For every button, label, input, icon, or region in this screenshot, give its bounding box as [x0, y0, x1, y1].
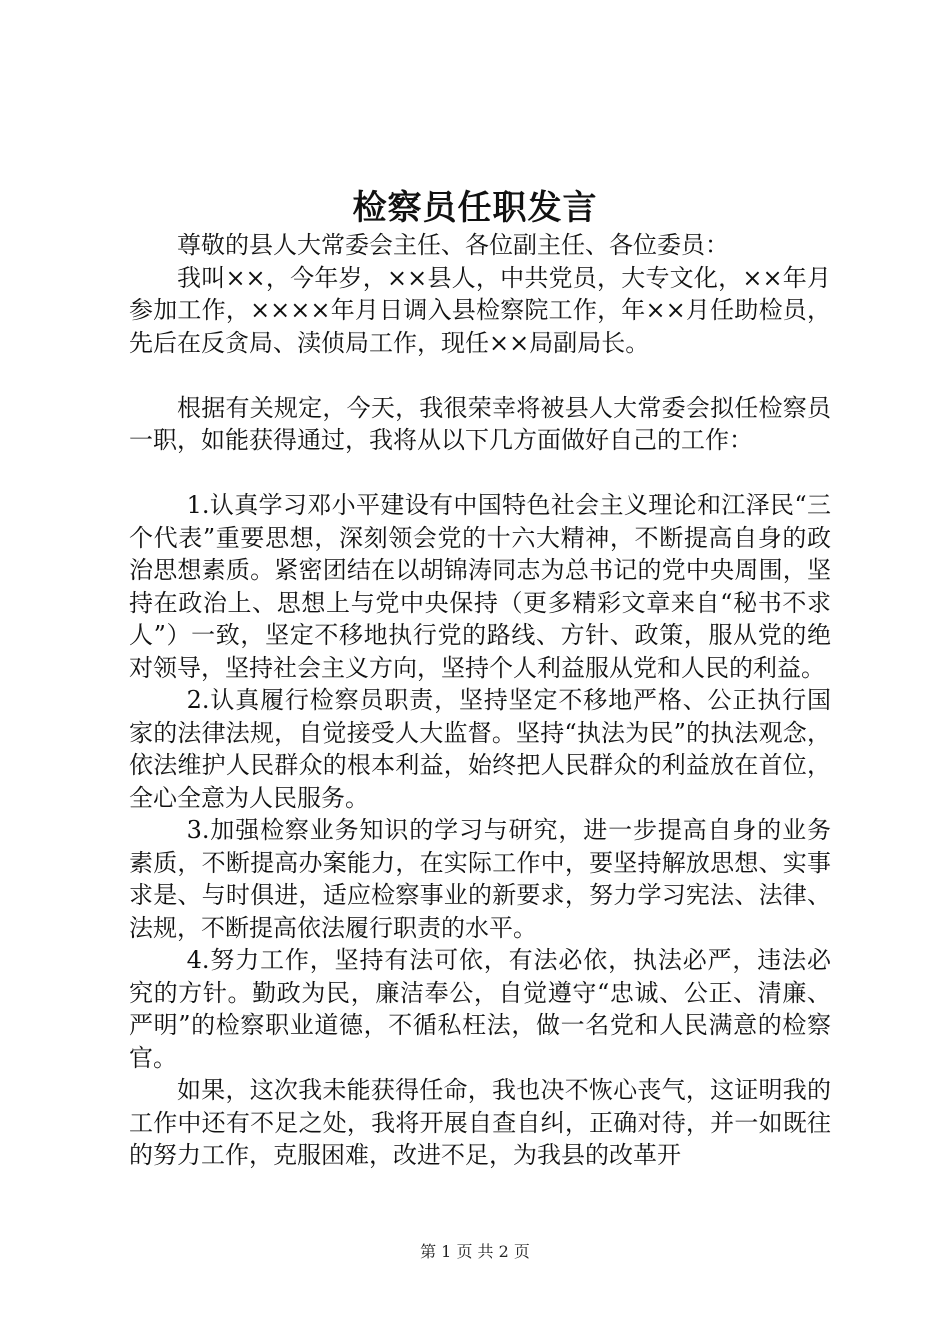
commitment-item-4: 4.努力工作，坚持有法可依，有法必依，执法必严，违法必究的方针。勤政为民，廉洁奉公，自觉遵守“忠诚、公正、清廉、严明”的检察职业道德，不循私枉法，做一名党和人民满意的检察官。 — [129, 946, 831, 1072]
commitment-item-1: 1.认真学习邓小平建设有中国特色社会主义理论和江泽民“三个代表”重要思想，深刻领会党的十六大精神，不断提高自身的政治思想素质。紧密团结在以胡锦涛同志为总书记的党中央周围，坚持在政治上、思想上与党中央保持（更多精彩文章来自“秘书不求人”）一致，坚定不移地执行党的路线、方针、政策，服从党的绝对领导，坚持社会主义方向，坚持个人利益服从党和人民的利益。 — [129, 491, 831, 682]
commitment-item-2: 2.认真履行检察员职责，坚持坚定不移地严格、公正执行国家的法律法规，自觉接受人大监督。坚持“执法为民”的执法观念，依法维护人民群众的根本利益，始终把人民群众的利益放在首位，全心全意为人民服务。 — [129, 686, 831, 812]
self-introduction-paragraph: 我叫××，今年岁，××县人，中共党员，大专文化，××年月参加工作，××××年月日调入县检察院工作，年××月任助检员，先后在反贪局、渎侦局工作，现任××局副局长。 — [129, 263, 831, 357]
commitment-item-3: 3.加强检察业务知识的学习与研究，进一步提高自身的业务素质，不断提高办案能力，在实际工作中，要坚持解放思想、实事求是、与时俱进，适应检察事业的新要求，努力学习宪法、法律、法规，不断提高依法履行职责的水平。 — [129, 816, 831, 942]
salutation-paragraph: 尊敬的县人大常委会主任、各位副主任、各位委员： — [177, 231, 729, 259]
page-number-footer: 第 1 页 共 2 页 — [420, 1242, 530, 1261]
document-title: 检察员任职发言 — [352, 188, 598, 228]
document-body — [129, 229, 831, 1172]
closing-paragraph: 如果，这次我未能获得任命，我也决不恢心丧气，这证明我的工作中还有不足之处，我将开展自查自纠，正确对待，并一如既往的努力工作，克服困难，改进不足，为我县的改革开 — [129, 1076, 831, 1169]
purpose-paragraph: 根据有关规定，今天，我很荣幸将被县人大常委会拟任检察员一职，如能获得通过，我将从以下几方面做好自己的工作： — [129, 393, 831, 454]
